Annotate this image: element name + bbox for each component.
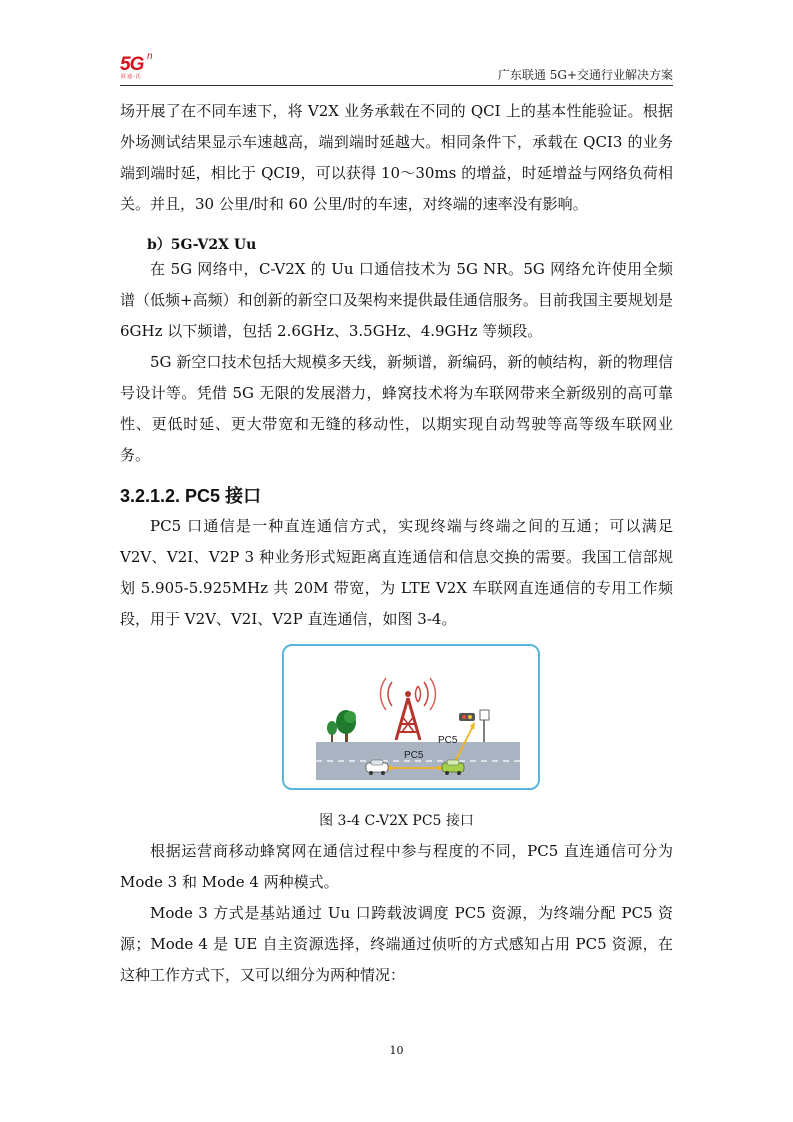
header-divider: [120, 85, 673, 86]
paragraph-mode3-mode4: Mode 3 方式是基站通过 Uu 口跨载波调度 PC5 资源，为终端分配 PC5 资源；Mode 4 是 UE 自主资源选择，终端通过侦听的方式感知占用 PC5 资源，在这种工作方式下，又可以细分为两种情况：: [120, 904, 673, 984]
pc5-label-left: PC5: [404, 750, 424, 761]
paragraph-pc5-intro: PC5 口通信是一种直连通信方式，实现终端与终端之间的互通；可以满足 V2V、V2I、V2P 3 种业务形式短距离直连通信和信息交换的需要。我国工信部规划 5.905-5.925MHz 共 20M 带宽，为 LTE V2X 车联网直连通信的专用工作频段，用于 V2V、V2I、V2P 直连通信，如图 3-4。: [120, 517, 673, 628]
paragraph-qci-test: 场开展了在不同车速下，将 V2X 业务承载在不同的 QCI 上的基本性能验证。根据外场测试结果显示车速越高，端到端时延越大。相同条件下，承载在 QCI3 的业务端到端时延，相比于 QCI9，可以获得 10～30ms 的增益，时延增益与网络负荷相关。并且，30 公里/时和 60 公里/时的车速，对终端的速率没有影响。: [120, 102, 673, 213]
logo-superscript: n: [147, 51, 153, 62]
subheading-5g-v2x-uu: b）5G-V2X Uu: [147, 237, 257, 253]
logo-subtext: 联通·沃: [121, 74, 142, 80]
pc5-illustration: [284, 646, 538, 788]
figure-caption: 图 3-4 C-V2X PC5 接口: [319, 813, 474, 829]
logo-text: 5G: [120, 54, 144, 75]
figure-c-v2x-pc5: [282, 644, 540, 790]
brand-logo: [120, 51, 180, 82]
header-title: 广东联通 5G+交通行业解决方案: [497, 68, 673, 82]
page-number: 10: [389, 1044, 404, 1057]
paragraph-5g-nr: 在 5G 网络中，C-V2X 的 Uu 口通信技术为 5G NR。5G 网络允许使用全频谱（低频+高频）和创新的新空口及架构来提供最佳通信服务。目前我国主要规划是 6GHz 以下频谱，包括 2.6GHz、3.5GHz、4.9GHz 等频段。: [120, 260, 673, 340]
tree-icon: [327, 721, 337, 735]
section-heading-pc5: 3.2.1.2. PC5 接口: [120, 486, 262, 506]
pc5-label-right: PC5: [438, 735, 458, 746]
cell-tower-icon: [380, 678, 435, 740]
paragraph-5g-new-radio: 5G 新空口技术包括大规模多天线，新频谱，新编码，新的帧结构，新的物理信号设计等。凭借 5G 无限的发展潜力，蜂窝技术将为车联网带来全新级别的高可靠性、更低时延、更大带宽和无缝的移动性，以期实现自动驾驶等高等级车联网业务。: [120, 353, 673, 464]
paragraph-pc5-modes: 根据运营商移动蜂窝网在通信过程中参与程度的不同，PC5 直连通信可分为 Mode 3 和 Mode 4 两种模式。: [120, 842, 673, 891]
tree-highlight: [344, 711, 356, 723]
page-header: [120, 52, 673, 86]
